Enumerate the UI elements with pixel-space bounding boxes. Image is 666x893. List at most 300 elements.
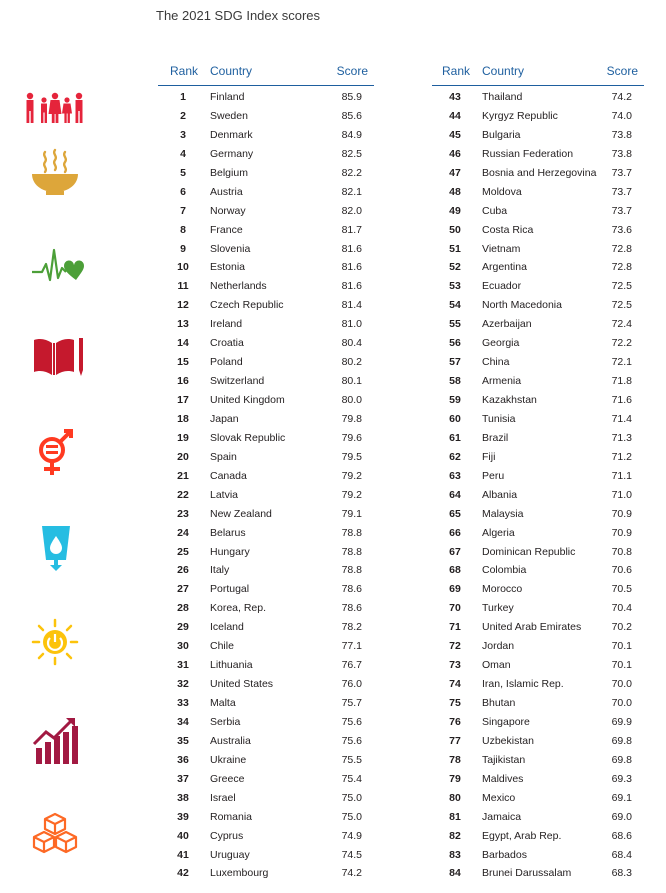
country-header: Country (210, 64, 253, 78)
table-row (432, 202, 644, 221)
rank-cell: 34 (177, 715, 189, 728)
country-cell: Georgia (482, 337, 520, 350)
score-cell: 70.1 (611, 659, 632, 672)
rank-cell: 36 (177, 753, 189, 766)
table-row (432, 486, 644, 505)
score-cell: 69.8 (611, 734, 632, 747)
country-cell: Colombia (482, 564, 527, 577)
rank-cell: 4 (180, 147, 186, 160)
score-cell: 70.0 (611, 697, 632, 709)
score-cell: 72.5 (611, 280, 632, 293)
score-cell: 78.6 (341, 583, 362, 596)
ranking-table-left (158, 64, 374, 883)
table-row (158, 675, 374, 694)
score-cell: 68.6 (611, 829, 632, 842)
score-cell: 71.4 (611, 412, 632, 425)
country-cell: Malta (210, 697, 236, 709)
score-cell: 68.4 (611, 848, 632, 861)
table-row (432, 334, 644, 353)
score-header: Score (336, 64, 368, 78)
score-cell: 69.0 (611, 810, 632, 823)
country-cell: Egypt, Arab Rep. (482, 829, 562, 842)
table-row (158, 751, 374, 770)
score-cell: 81.6 (341, 242, 362, 255)
table-row (158, 448, 374, 467)
score-cell: 79.2 (341, 488, 362, 501)
score-cell: 70.9 (611, 507, 632, 520)
rank-cell: 18 (177, 412, 189, 425)
country-cell: France (210, 223, 243, 236)
rank-cell: 28 (177, 602, 189, 615)
gender-equality-icon (22, 428, 88, 480)
country-cell: Croatia (210, 337, 244, 350)
rank-cell: 5 (180, 166, 186, 179)
table-row (158, 580, 374, 599)
country-cell: Bhutan (482, 697, 516, 709)
rank-cell: 60 (449, 412, 461, 425)
industry-innovation-icon (22, 810, 88, 862)
rank-cell: 61 (449, 431, 461, 444)
country-cell: Canada (210, 469, 247, 482)
score-cell: 75.5 (341, 753, 362, 766)
rank-cell: 64 (449, 488, 461, 501)
score-cell: 76.0 (341, 678, 362, 691)
rank-cell: 56 (449, 337, 461, 350)
score-cell: 80.1 (341, 375, 362, 388)
score-cell: 75.6 (341, 715, 362, 728)
country-cell: Dominican Republic (482, 545, 576, 558)
country-cell: Bulgaria (482, 128, 521, 141)
table-row (158, 656, 374, 675)
rank-cell: 42 (177, 867, 189, 880)
rank-cell: 16 (177, 375, 189, 388)
rank-cell: 69 (449, 583, 461, 596)
table-row (158, 410, 374, 429)
score-cell: 84.9 (341, 128, 362, 141)
table-row (432, 467, 644, 486)
table-row (432, 694, 644, 713)
table-row (158, 486, 374, 505)
rank-cell: 53 (449, 280, 461, 293)
score-cell: 82.5 (341, 147, 362, 160)
table-row (158, 202, 374, 221)
table-row (158, 599, 374, 618)
score-cell: 85.9 (341, 91, 362, 103)
score-cell: 81.0 (341, 318, 362, 331)
rank-cell: 15 (177, 356, 189, 369)
country-cell: Albania (482, 488, 518, 501)
rank-cell: 22 (177, 488, 189, 501)
country-cell: Sweden (210, 109, 248, 122)
rank-cell: 70 (449, 602, 461, 615)
country-cell: Belgium (210, 166, 248, 179)
country-cell: Belarus (210, 526, 246, 539)
score-cell: 82.1 (341, 185, 362, 198)
score-cell: 79.2 (341, 469, 362, 482)
country-cell: Czech Republic (210, 299, 284, 312)
rank-cell: 84 (449, 867, 461, 880)
score-cell: 74.9 (341, 829, 362, 842)
score-cell: 73.8 (611, 128, 632, 141)
good-health-icon (22, 240, 88, 292)
table-row (432, 846, 644, 865)
country-cell: Portugal (210, 583, 250, 596)
rank-cell: 66 (449, 526, 461, 539)
table-row (158, 391, 374, 410)
table-row (158, 713, 374, 732)
table-row (432, 732, 644, 751)
table-row (432, 713, 644, 732)
score-cell: 82.2 (341, 166, 362, 179)
score-cell: 70.8 (611, 545, 632, 558)
page-title: The 2021 SDG Index scores (156, 8, 321, 23)
rank-cell: 65 (449, 507, 461, 520)
table-row (158, 429, 374, 448)
rank-cell: 6 (180, 185, 186, 198)
rank-cell: 57 (449, 356, 461, 369)
score-cell: 70.2 (611, 621, 632, 634)
table-row (158, 296, 374, 315)
table-row (158, 732, 374, 751)
rank-cell: 71 (449, 621, 461, 634)
table-row (158, 827, 374, 846)
country-cell: Singapore (482, 715, 530, 728)
score-cell: 72.4 (611, 318, 632, 331)
score-cell: 72.8 (611, 261, 632, 274)
rank-cell: 23 (177, 507, 189, 520)
table-row (432, 524, 644, 543)
table-row (432, 656, 644, 675)
score-cell: 70.1 (611, 640, 632, 653)
table-row (432, 258, 644, 277)
score-cell: 73.6 (611, 223, 632, 236)
score-cell: 69.8 (611, 753, 632, 766)
rank-cell: 72 (449, 640, 461, 653)
country-cell: China (482, 356, 510, 369)
rank-cell: 68 (449, 564, 461, 577)
country-cell: Brunei Darussalam (482, 867, 572, 880)
rank-cell: 38 (177, 791, 189, 804)
country-cell: Cyprus (210, 829, 244, 842)
score-cell: 71.0 (611, 488, 632, 501)
score-cell: 72.1 (611, 356, 632, 369)
score-cell: 80.4 (341, 337, 362, 350)
score-cell: 69.1 (611, 791, 632, 804)
table-row (158, 561, 374, 580)
table-row (158, 334, 374, 353)
score-cell: 81.7 (341, 223, 362, 236)
country-cell: Spain (210, 450, 237, 463)
rank-cell: 2 (180, 109, 186, 122)
country-cell: Kazakhstan (482, 394, 537, 406)
score-cell: 71.3 (611, 431, 632, 444)
score-cell: 80.0 (341, 394, 362, 406)
table-row (432, 675, 644, 694)
table-row (432, 827, 644, 846)
rank-cell: 55 (449, 318, 461, 331)
rank-cell: 14 (177, 337, 189, 350)
score-cell: 71.1 (611, 469, 632, 482)
rank-cell: 83 (449, 848, 461, 861)
table-row (158, 240, 374, 259)
country-cell: Ireland (210, 318, 243, 331)
table-row (432, 145, 644, 164)
table-row (158, 372, 374, 391)
rank-cell: 45 (449, 128, 461, 141)
score-cell: 78.2 (341, 621, 362, 634)
rank-cell: 41 (177, 848, 189, 861)
table-row (158, 107, 374, 126)
score-cell: 75.0 (341, 791, 362, 804)
table-row (432, 448, 644, 467)
table-row (158, 524, 374, 543)
affordable-energy-icon (22, 616, 88, 668)
country-cell: Costa Rica (482, 223, 534, 236)
table-row (432, 751, 644, 770)
score-cell: 70.5 (611, 583, 632, 596)
table-body (158, 88, 374, 883)
score-cell: 76.7 (341, 659, 362, 672)
country-cell: United States (210, 678, 274, 691)
country-cell: Slovak Republic (210, 431, 286, 444)
header-divider (432, 85, 644, 86)
rank-cell: 35 (177, 734, 189, 747)
rank-cell: 8 (180, 223, 186, 236)
country-cell: Malaysia (482, 507, 524, 520)
country-cell: Fiji (482, 450, 496, 463)
table-row (158, 789, 374, 808)
score-cell: 70.0 (611, 678, 632, 691)
score-cell: 81.6 (341, 280, 362, 293)
table-row (432, 296, 644, 315)
rank-cell: 52 (449, 261, 461, 274)
country-cell: Azerbaijan (482, 318, 532, 331)
rank-cell: 20 (177, 450, 189, 463)
rank-cell: 7 (180, 204, 186, 217)
country-cell: North Macedonia (482, 299, 562, 312)
rank-cell: 21 (177, 469, 189, 482)
score-cell: 70.4 (611, 602, 632, 615)
country-cell: Luxembourg (210, 867, 269, 880)
score-cell: 81.4 (341, 299, 362, 312)
country-cell: Switzerland (210, 375, 265, 388)
country-cell: Uzbekistan (482, 734, 534, 747)
country-cell: Ecuador (482, 280, 522, 293)
country-cell: United Kingdom (210, 394, 285, 406)
country-cell: Maldives (482, 772, 524, 785)
table-row (432, 353, 644, 372)
table-header (158, 64, 374, 82)
table-row (158, 505, 374, 524)
table-row (432, 391, 644, 410)
table-row (158, 164, 374, 183)
rank-cell: 39 (177, 810, 189, 823)
score-cell: 69.3 (611, 772, 632, 785)
country-cell: Argentina (482, 261, 527, 274)
score-cell: 74.5 (341, 848, 362, 861)
score-cell: 73.7 (611, 185, 632, 198)
country-cell: Estonia (210, 261, 246, 274)
country-cell: Jamaica (482, 810, 522, 823)
country-cell: Netherlands (210, 280, 267, 293)
decent-work-icon (22, 714, 88, 766)
clean-water-icon (22, 520, 88, 572)
score-cell: 71.2 (611, 450, 632, 463)
score-cell: 78.8 (341, 526, 362, 539)
rank-cell: 54 (449, 299, 461, 312)
table-row (432, 543, 644, 562)
country-cell: Mexico (482, 791, 516, 804)
country-cell: Barbados (482, 848, 527, 861)
country-cell: Lithuania (210, 659, 253, 672)
country-cell: Slovenia (210, 242, 251, 255)
score-cell: 73.7 (611, 166, 632, 179)
rank-cell: 32 (177, 678, 189, 691)
rank-cell: 76 (449, 715, 461, 728)
table-row (432, 164, 644, 183)
rank-cell: 37 (177, 772, 189, 785)
table-row (158, 221, 374, 240)
country-cell: Japan (210, 412, 239, 425)
country-cell: Peru (482, 469, 505, 482)
rank-cell: 27 (177, 583, 189, 596)
country-cell: Hungary (210, 545, 250, 558)
score-cell: 79.1 (341, 507, 362, 520)
rank-cell: 24 (177, 526, 189, 539)
rank-cell: 81 (449, 810, 461, 823)
score-cell: 73.7 (611, 204, 632, 217)
table-row (432, 372, 644, 391)
score-cell: 72.5 (611, 299, 632, 312)
table-row (432, 808, 644, 827)
table-row (432, 240, 644, 259)
table-row (158, 258, 374, 277)
rank-cell: 74 (449, 678, 461, 691)
rank-cell: 44 (449, 109, 461, 122)
table-row (158, 694, 374, 713)
country-cell: Australia (210, 734, 251, 747)
rank-cell: 78 (449, 753, 461, 766)
rank-cell: 51 (449, 242, 461, 255)
table-row (158, 770, 374, 789)
country-cell: Denmark (210, 128, 253, 141)
score-cell: 68.3 (611, 867, 632, 880)
rank-cell: 3 (180, 128, 186, 141)
score-cell: 78.8 (341, 545, 362, 558)
score-cell: 79.6 (341, 431, 362, 444)
rank-cell: 75 (449, 697, 461, 709)
zero-hunger-icon (22, 148, 88, 200)
header-divider (158, 85, 374, 86)
rank-cell: 12 (177, 299, 189, 312)
score-cell: 82.0 (341, 204, 362, 217)
rank-header: Rank (442, 64, 471, 78)
rank-cell: 10 (177, 261, 189, 274)
country-cell: Brazil (482, 431, 509, 444)
table-row (158, 88, 374, 107)
rank-cell: 33 (177, 697, 189, 709)
score-cell: 70.9 (611, 526, 632, 539)
country-cell: Poland (210, 356, 243, 369)
rank-cell: 31 (177, 659, 189, 672)
rank-cell: 43 (449, 91, 461, 103)
score-cell: 71.6 (611, 394, 632, 406)
country-cell: Israel (210, 791, 236, 804)
country-cell: Greece (210, 772, 245, 785)
score-cell: 74.0 (611, 109, 632, 122)
rank-cell: 17 (177, 394, 189, 406)
score-cell: 74.2 (611, 91, 632, 103)
country-cell: Romania (210, 810, 253, 823)
rank-cell: 40 (177, 829, 189, 842)
table-row (432, 770, 644, 789)
country-cell: Ukraine (210, 753, 247, 766)
rank-cell: 59 (449, 394, 461, 406)
rank-cell: 77 (449, 734, 461, 747)
table-row (158, 543, 374, 562)
country-cell: Russian Federation (482, 147, 574, 160)
rank-cell: 30 (177, 640, 189, 653)
table-row (158, 353, 374, 372)
score-cell: 78.6 (341, 602, 362, 615)
country-cell: Oman (482, 659, 511, 672)
country-cell: Tunisia (482, 412, 516, 425)
table-row (158, 126, 374, 145)
country-cell: Bosnia and Herzegovina (482, 166, 597, 179)
country-cell: Kyrgyz Republic (482, 109, 558, 122)
country-cell: New Zealand (210, 507, 272, 520)
rank-cell: 80 (449, 791, 461, 804)
score-cell: 75.7 (341, 697, 362, 709)
country-cell: Thailand (482, 91, 523, 103)
table-row (432, 126, 644, 145)
score-cell: 79.5 (341, 450, 362, 463)
score-cell: 73.8 (611, 147, 632, 160)
table-row (432, 277, 644, 296)
country-cell: Tajikistan (482, 753, 526, 766)
country-cell: Norway (210, 204, 246, 217)
table-row (432, 789, 644, 808)
rank-cell: 47 (449, 166, 461, 179)
no-poverty-icon (22, 86, 88, 138)
country-cell: Jordan (482, 640, 515, 653)
country-cell: Finland (210, 91, 245, 103)
table-row (432, 618, 644, 637)
rank-cell: 19 (177, 431, 189, 444)
country-cell: Austria (210, 185, 243, 198)
rank-cell: 62 (449, 450, 461, 463)
rank-cell: 63 (449, 469, 461, 482)
rank-cell: 79 (449, 772, 461, 785)
country-cell: Chile (210, 640, 234, 653)
table-row (158, 183, 374, 202)
score-cell: 85.6 (341, 109, 362, 122)
country-cell: Korea, Rep. (210, 602, 267, 615)
rank-cell: 29 (177, 621, 189, 634)
score-cell: 75.0 (341, 810, 362, 823)
score-cell: 77.1 (341, 640, 362, 653)
score-cell: 75.4 (341, 772, 362, 785)
score-cell: 71.8 (611, 375, 632, 388)
country-cell: Italy (210, 564, 230, 577)
table-row (432, 561, 644, 580)
table-row (158, 618, 374, 637)
country-cell: Uruguay (210, 848, 250, 861)
score-cell: 79.8 (341, 412, 362, 425)
score-cell: 74.2 (341, 867, 362, 880)
rank-header: Rank (170, 64, 199, 78)
country-cell: Iran, Islamic Rep. (482, 678, 564, 691)
